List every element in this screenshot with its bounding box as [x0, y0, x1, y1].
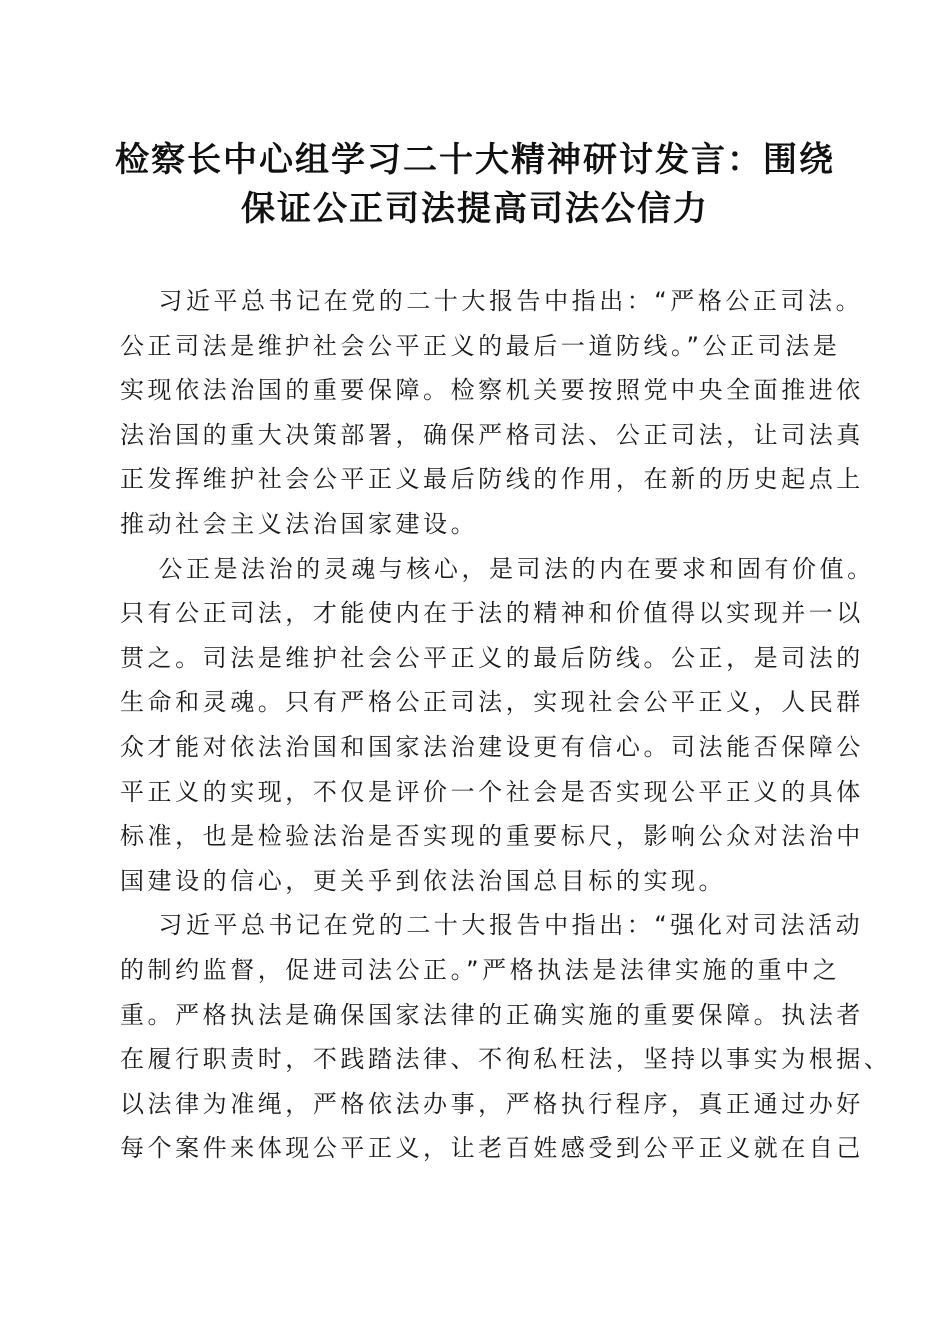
text-line: 以法律为准绳，严格依法办事，严格执行程序，真正通过办好 — [120, 1089, 864, 1118]
text-line: 正发挥维护社会公平正义最后防线的作用，在新的历史起点上 — [120, 465, 864, 494]
text-line: 在履行职责时，不践踏法律、不徇私枉法，坚持以事实为根据、 — [120, 1045, 892, 1074]
text-line: 贯之。司法是维护社会公平正义的最后防线。公正，是司法的 — [120, 643, 864, 672]
paragraph-1 — [120, 279, 864, 547]
title-line: 检察长中心组学习二十大精神研讨发言：围绕 — [115, 140, 835, 180]
document-body — [120, 279, 892, 1171]
text-line: 实现依法治国的重要保障。检察机关要按照党中央全面推进依 — [120, 376, 864, 405]
text-line: 重。严格执法是确保国家法律的正确实施的重要保障。执法者 — [120, 1000, 864, 1029]
text-line: 的制约监督，促进司法公正。”严格执法是法律实施的重中之 — [120, 955, 841, 984]
paragraph-2 — [120, 547, 875, 904]
text-line: 法治国的重大决策部署，确保严格司法、公正司法，让司法真 — [120, 420, 864, 449]
text-line: 平正义的实现，不仅是评价一个社会是否实现公平正义的具体 — [120, 777, 864, 806]
paragraph-3 — [120, 903, 892, 1171]
document-title — [100, 136, 850, 234]
text-line: 标准，也是检验法治是否实现的重要标尺，影响公众对法治中 — [120, 822, 864, 851]
text-line: 推动社会主义法治国家建设。 — [120, 509, 479, 538]
text-line: 国建设的信心，更关乎到依法治国总目标的实现。 — [120, 866, 727, 895]
title-line: 保证公正司法提高司法公信力 — [241, 189, 709, 229]
text-line: 公正司法是维护社会公平正义的最后一道防线。”公正司法是 — [120, 331, 841, 360]
text-line: 习近平总书记在党的二十大报告中指出：“强化对司法活动 — [158, 911, 864, 940]
text-line: 只有公正司法，才能使内在于法的精神和价值得以实现并一以 — [120, 599, 864, 628]
text-line: 每个案件来体现公平正义，让老百姓感受到公平正义就在自己 — [120, 1134, 864, 1163]
text-line: 公正是法治的灵魂与核心，是司法的内在要求和固有价值。 — [158, 554, 875, 583]
text-line: 习近平总书记在党的二十大报告中指出：“严格公正司法。 — [158, 287, 864, 315]
text-line: 生命和灵魂。只有严格公正司法，实现社会公平正义，人民群 — [120, 688, 864, 717]
text-line: 众才能对依法治国和国家法治建设更有信心。司法能否保障公 — [120, 732, 864, 761]
